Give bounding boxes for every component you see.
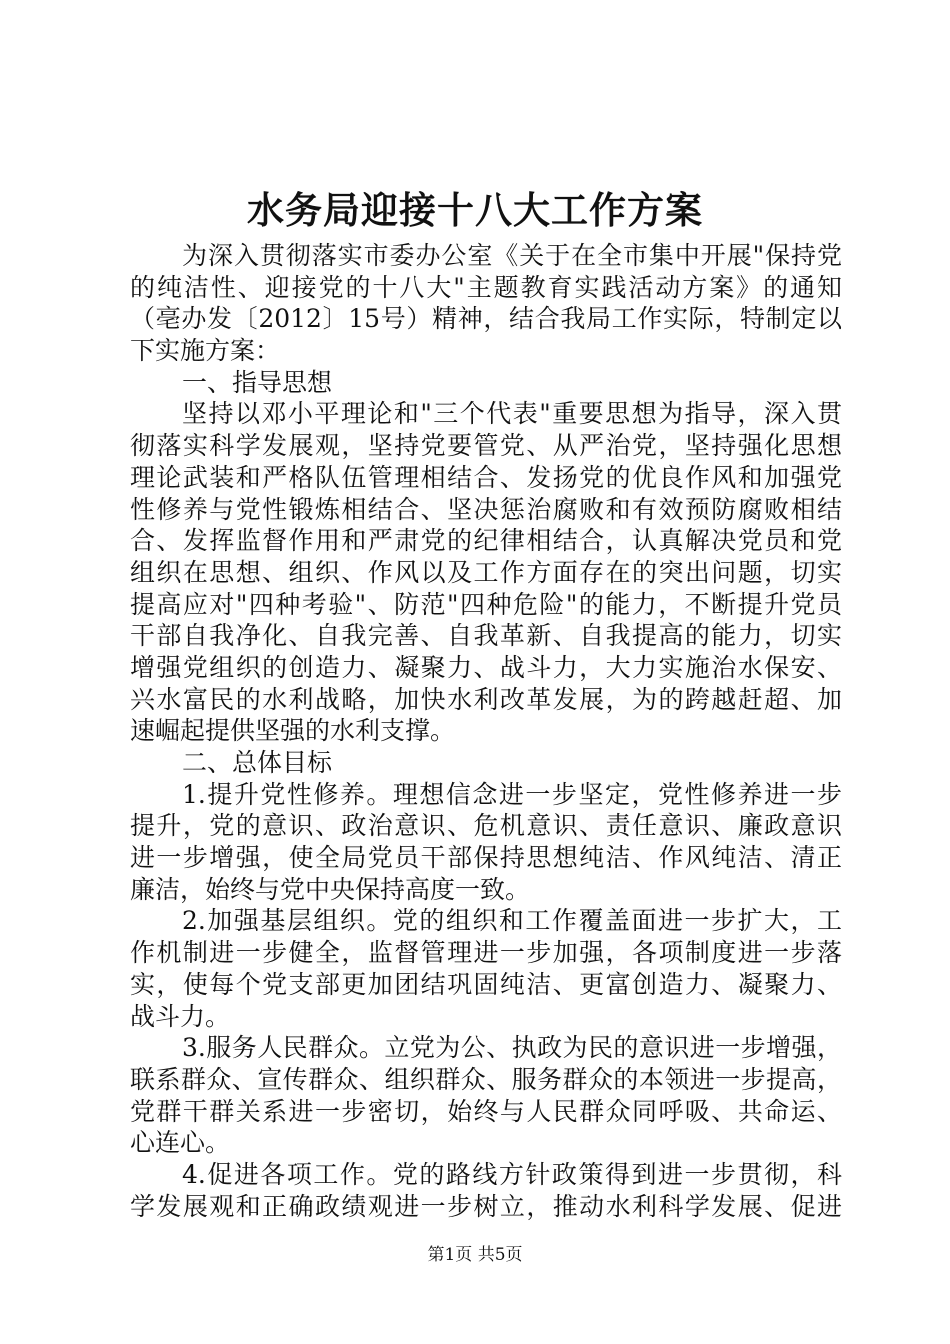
body-text-line: 心连心。 — [130, 1128, 231, 1158]
body-text-line: 二、总体目标 — [182, 748, 333, 777]
body-text-line: 党群干群关系进一步密切，始终与人民群众同呼吸、共命运、 — [130, 1096, 842, 1126]
body-text-line: 进一步增强，使全局党员干部保持思想纯洁、作风纯洁、清正 — [130, 843, 842, 873]
body-text-line: （亳办发〔2012〕15号）精神，结合我局工作实际，特制定以 — [130, 304, 842, 334]
body-text-line: 兴水富民的水利战略，加快水利改革发展，为的跨越赶超、加 — [130, 684, 842, 714]
body-text-line: 1.提升党性修养。理想信念进一步坚定，党性修养进一步 — [182, 779, 842, 809]
body-text-line: 彻落实科学发展观，坚持党要管党、从严治党，坚持强化思想 — [130, 431, 842, 461]
body-text-line: 3.服务人民群众。立党为公、执政为民的意识进一步增强， — [182, 1033, 842, 1063]
body-text-line: 理论武装和严格队伍管理相结合、发扬党的优良作风和加强党 — [130, 462, 842, 492]
body-text-line: 提升，党的意识、政治意识、危机意识、责任意识、廉政意识 — [130, 811, 842, 841]
body-text-line: 实，使每个党支部更加团结巩固纯洁、更富创造力、凝聚力、 — [130, 969, 842, 999]
body-text-line: 性修养与党性锻炼相结合、坚决惩治腐败和有效预防腐败相结 — [130, 494, 842, 524]
body-text-line: 提高应对"四种考验"、防范"四种危险"的能力，不断提升党员 — [130, 589, 842, 619]
body-text-line: 为深入贯彻落实市委办公室《关于在全市集中开展"保持党 — [182, 241, 842, 270]
body-text-line: 坚持以邓小平理论和"三个代表"重要思想为指导，深入贯 — [182, 399, 842, 429]
document-body — [130, 240, 842, 1222]
body-text-line: 联系群众、宣传群众、组织群众、服务群众的本领进一步提高， — [130, 1064, 842, 1094]
body-text-line: 干部自我净化、自我完善、自我革新、自我提高的能力，切实 — [130, 621, 842, 651]
body-text-line: 作机制进一步健全，监督管理进一步加强，各项制度进一步落 — [130, 938, 842, 968]
body-text-line: 一、指导思想 — [182, 367, 333, 397]
body-text-line: 速崛起提供坚强的水利支撑。 — [130, 716, 456, 746]
body-text-line: 4.促进各项工作。党的路线方针政策得到进一步贯彻，科 — [182, 1159, 842, 1189]
body-text-line: 下实施方案： — [130, 336, 281, 366]
page-footer: 第1页 共5页 — [427, 1245, 523, 1265]
body-text-line: 战斗力。 — [130, 1001, 231, 1031]
document-title: 水务局迎接十八大工作方案 — [247, 188, 703, 232]
body-text-line: 的纯洁性、迎接党的十八大"主题教育实践活动方案》的通知 — [130, 272, 842, 302]
body-text-line: 廉洁，始终与党中央保持高度一致。 — [130, 874, 531, 904]
body-text-line: 合、发挥监督作用和严肃党的纪律相结合，认真解决党员和党 — [130, 526, 842, 556]
body-text-line: 组织在思想、组织、作风以及工作方面存在的突出问题，切实 — [130, 557, 842, 587]
body-text-line: 学发展观和正确政绩观进一步树立，推动水利科学发展、促进 — [130, 1191, 842, 1221]
body-text-line: 增强党组织的创造力、凝聚力、战斗力，大力实施治水保安、 — [130, 652, 842, 682]
body-text-line: 2.加强基层组织。党的组织和工作覆盖面进一步扩大，工 — [182, 906, 842, 936]
